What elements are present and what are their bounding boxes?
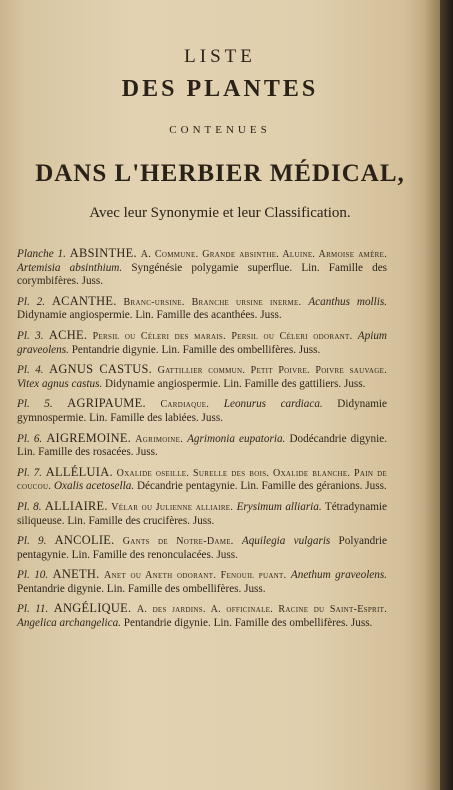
plant-entry: Pl. 4. AGNUS CASTUS. Gattillier commun. Petit Poivre. Poivre sauvage. Vitex agnus castus. Didynamie angiospermie. Lin. Famille des gattiliers. Juss.: [17, 362, 388, 390]
plant-entry: Pl. 3. ACHE. Persil ou Céleri des marais. Persil ou Céleri odorant. Apium graveolens. Pentandrie digynie. Lin. Famille des ombellifères. Juss.: [17, 327, 388, 356]
plant-entry: Pl. 10. ANETH. Anet ou Aneth odorant. Fenouil puant. Anethum graveolens. Pentandrie digynie. Lin. Famille des ombellifères. Juss.: [17, 567, 388, 595]
plant-entry: Pl. 6. AIGREMOINE. Agrimoine. Agrimonia eupatoria. Dodécandrie digynie. Lin. Famille des rosacées. Juss.: [17, 430, 388, 459]
title-line-contenues: CONTENUES: [169, 124, 271, 136]
plant-entry: Pl. 2. ACANTHE. Branc-ursine. Branche ursine inerme. Acanthus mollis. Didynamie angiospermie. Lin. Famille des acanthées. Juss.: [17, 293, 388, 322]
title-line-herbier: DANS L'HERBIER MÉDICAL,: [35, 160, 405, 187]
plant-list: [17, 247, 387, 637]
plant-entry: Pl. 11. ANGÉLIQUE. A. des jardins. A. officinale. Racine du Saint-Esprit. Angelica archangelica. Pentandrie digynie. Lin. Famille des ombellifères. Juss.: [17, 601, 388, 630]
plant-entry: Planche 1. ABSINTHE. A. Commune. Grande absinthe. Aluine. Armoise amère. Artemisia absinthium. Syngénésie polygamie superflue. Lin. Famille des corymbifères. Juss.: [17, 246, 388, 288]
plant-entry: Pl. 5. AGRIPAUME. Cardiaque. Leonurus cardiaca. Didynamie gymnospermie. Lin. Famille des labiées. Juss.: [17, 396, 388, 424]
book-edge: [440, 0, 453, 790]
title-line-des-plantes: DES PLANTES: [121, 76, 319, 102]
title-line-liste: LISTE: [184, 46, 256, 67]
plant-entry: Pl. 7. ALLÉLUIA. Oxalide oseille. Surelle des bois. Oxalide blanche. Pain de coucou. Oxalis acetosella. Décandrie pentagynie. Lin. Famille des géranions. Juss.: [17, 464, 387, 493]
plant-entry: Pl. 9. ANCOLIE. Gants de Notre-Dame. Aquilegia vulgaris Polyandrie pentagynie. Lin. Famille des renonculacées. Juss.: [17, 533, 388, 561]
plant-entry: Pl. 8. ALLIAIRE. Vélar ou Julienne alliaire. Erysimum alliaria. Tétradynamie siliqueuse. Lin. Famille des crucifères. Juss.: [17, 498, 387, 527]
subtitle: Avec leur Synonymie et leur Classification.: [89, 205, 351, 221]
